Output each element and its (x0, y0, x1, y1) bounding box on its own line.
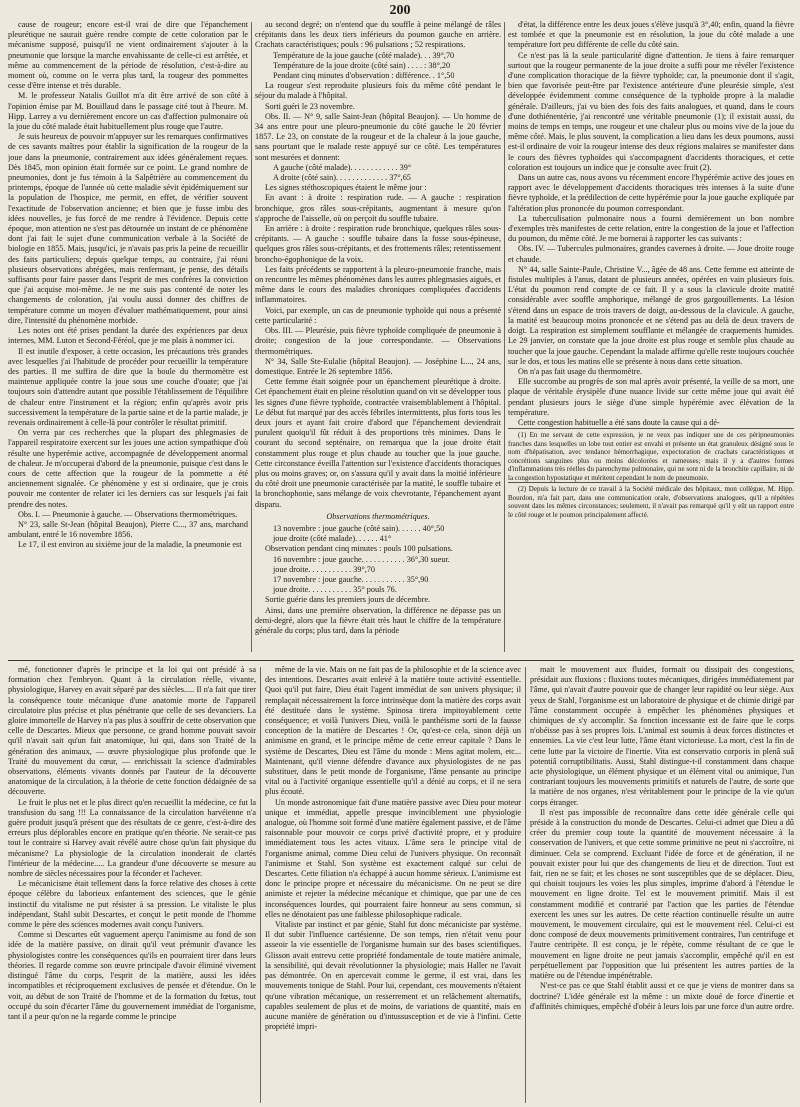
paragraph: Les notes ont été prises pendant la durée des expériences par deux internes, MM. Luton et Second-Féréol, que je me plais à nommer ici. (8, 326, 248, 346)
paragraph: Obs. IV. — Tubercules pulmonaires, grandes cavernes à droite. — Joue droite rouge et chaude. (508, 244, 794, 264)
paragraph: mait le mouvement aux fluides, formait ou dissipait des congestions, présidait aux fluxions : fluxions toutes mécaniques, dirigées immédiatement par l'âme, qui n'avait d'autre pouvoir que de changer leur rapidité ou leur siège. Aux yeux de Stahl, l'organisme est un laboratoire de physique et de chimie dirigé par l'âme constamment occupée à empêcher les phénomènes physiques et chimiques de s'y accomplir. Sa fonction incessante est de faire que le corps n'obéisse pas à ses propres lois. L'animal est soumis à deux forces distinctes et ennemies. La vie c'est leur lutte, l'âme étant victorieuse. La mort, c'est la fin de cette lutte par la victoire de l'inertie. Vita est conservatio corporis in plenâ suâ potentiâ corruptibilitatis. Aussi, Stahl distingue-t-il constamment dans chaque acte physiologique, un élément physique et un élément vital ou animique, l'un contrariant toujours les mouvements primitifs et naturels de l'autre, de sorte que la matière de nos organes, n'est véritablement pour le principe de la vie qu'un corps étranger. (530, 665, 794, 807)
paragraph: Observation pendant cinq minutes : pouls 100 pulsations. (265, 544, 453, 554)
paragraph: Dans un autre cas, nous avons vu récemment encore l'hypérémie active des joues en rapport avec le développement d'accidents thoraciques très intenses à la suite d'une fièvre typhoïde, et la prédilection de cette hypérémie pour la joue gauche expliquée par l'altération plus prononcée du poumon correspondant. (508, 173, 794, 213)
section-divider (8, 660, 794, 661)
bottom-column-3 (530, 665, 794, 1103)
paragraph: On verra par ces recherches que la plupart des phlegmasies de l'appareil respiratoire exercent sur les joues une action sympathique d'où résulte une hyperémie active, accompagnée de développement anormal de chaleur. Je m'occuperai d'abord de la pneumonie, puisque c'est dans le cours de cette affection que la rougeur de la pommette a été anciennement signalée. Ce phénomène y est si ordinaire, que je crois pouvoir me contenter de relater ici les derniers cas sur lesquels j'ai fait prendre des notes. (8, 428, 248, 509)
paragraph: Voici, par exemple, un cas de pneumonie typhoïde qui nous a présenté cette particularité : (255, 305, 501, 325)
paragraph: cause de rougeur; encore est-il vrai de dire que l'épanchement pleurétique ne saurait guère rendre compte de cette coloration par le mécanisme supposé, puisqu'il ne vient ordinairement s'ajouter à la pneumonie que lorsque la marche envahissante de celle-ci est arrêtée, et même au commencement de la période de résolution, c'est-à-dire au moment où, comme on le verra plus tard, la rougeur des pommettes cesse d'être intense et très durable. (8, 20, 248, 91)
paragraph: Observations thermométriques. (326, 511, 430, 521)
paragraph: A gauche (côté malade). . . . . . . . . . . . 39° (273, 162, 412, 172)
paragraph: 17 novembre : joue gauche. . . . . . . . . . . 35°,90 (273, 574, 429, 584)
paragraph: Ce n'est pas là la seule particularité digne d'attention. Je tiens à faire remarquer surtout que la rougeur permanente de la joue droite a suffi pour me révéler l'existence d'une complication thoracique de la fièvre typhoïde; car, la pneumonie dont il s'agit, bien que favorisée peut-être par l'existence antérieure d'une pleurésie simple, s'est développée évidemment comme conséquence de la typhoïde propre à la maladie générale. D'ailleurs, j'ai vu bien des fois des faits analogues, et quand, dans le cours d'une dothiénentérie, j'ai rencontré une véritable pneumonie (1); il existait aussi, du moins de temps en temps, une rougeur et une chaleur plus ou moins vive de la joue du même côté. Mais, le plus souvent, la complication a lieu dans les deux poumons, aussi est-il ordinaire de voir la rougeur intense des deux régions malaires se manifester dans le cours des fièvres typhoïdes qui s'accompagnent d'accidents thoraciques, et cette coloration est toujours un indice que je consulte avec fruit (2). (508, 50, 794, 172)
paragraph: Pendant cinq minutes d'observation : différence. . 1°,50 (273, 71, 455, 81)
paragraph: La rougeur s'est reproduite plusieurs fois du même côté pendant le séjour du malade à l'hôpital. (255, 81, 501, 101)
paragraph: Vitaliste par instinct et par génie, Stahl fut donc mécaniciste par système. Il dut subir l'influence cartésienne. De son temps, rien n'était venu pour asseoir la vie essentielle de l'organisme humain sur des bases scientifiques. Glisson avait entrevu cette propriété fondamentale de toute matière animale, la sensibilité, qui devait révolutionner la physiologie; mais Haller ne l'avait pas démontrée. On en apercevait comme le germe, il est vrai, dans les mouvements tonique de Stahl. Pour lui, cependant, ces mouvements n'étaient qu'une vibration mécanique, un resserrement et un relâchement alternatifs, capables seulement de plus et de moins, de variations de quantité, mais en aucune manière de génération ou d'intussusception et de vie à l'infini. Cette propriété impri- (265, 920, 521, 1032)
paragraph: 13 novembre : joue gauche (côté sain). . . . . . 40°,50 (273, 523, 445, 533)
top-column-2 (255, 20, 501, 656)
paragraph: N° 34, Salle Ste-Eulalie (hôpital Beaujon). — Joséphine L..., 24 ans, domestique. Entrée le 26 septembre 1856. (255, 356, 501, 376)
paragraph: En avant : à droite : respiration rude. — A gauche : respiration bronchique, gros râles sous-crépitants, augmentant à mesure qu'on s'approche de l'aisselle, où on perçoit du souffle tubaire. (255, 193, 501, 223)
top-column-1 (8, 20, 248, 656)
paragraph: Obs. II. — N° 9, salle Saint-Jean (hôpital Beaujon). — Un homme de 34 ans entre pour une pleuro-pneumonie du côté gauche le 20 février 1857. Le 23, on constate de la rougeur et de la chaleur à la joue gauche, sans pourtant que le malade reste appuyé sur ce côté. Les températures sont mesurées et donnent: (255, 111, 501, 162)
paragraph: joue droite. . . . . . . . . . . 35° pouls 76. (273, 585, 397, 595)
paragraph: N° 44, salle Sainte-Paule, Christine V..., âgée de 48 ans. Cette femme est atteinte de fistules multiples à l'anus, datant de plusieurs années, opérées en vain plusieurs fois. L'état du poumon rend compte de ce fait. Il y a sous la clavicule droite matité considérable avec souffle amphorique, mélangé de gros gargouillements. La lésion s'étend dans un espace de trois travers de doigt, au-dessous de la clavicule. A gauche, la matité est beaucoup moins prononcée et ne s'étend pas au delà de deux travers de doigt. La respiration est simplement soufflante et mélangée de craquements humides. Le 29 janvier, on constate que la joue droite est plus rouge et semble plus chaude au toucher que la joue gauche. Cependant la malade affirme qu'elle reste toujours couchée sur le dos, et tous les matins elle se présente à nous dans cette situation. (508, 264, 794, 366)
paragraph: Sortie guérie dans les premiers jours de décembre. (265, 595, 431, 605)
paragraph: 16 novembre : joue gauche. . . . . . . . . . . 36°,30 sueur. (273, 554, 450, 564)
paragraph: N° 23, salle St-Jean (hôpital Beaujon), Pierre C..., 37 ans, marchand ambulant, entré le 16 novembre 1856. (8, 519, 248, 540)
column-divider (504, 22, 505, 652)
paragraph: Obs. I. — Pneumonie à gauche. — Observations thermométriques. (18, 509, 238, 519)
column-divider (260, 667, 261, 1103)
paragraph: Je suis heureux de pouvoir m'appuyer sur les remarques confirmatives de ces savants maîtres pour établir la signification de la rougeur de la joue dans la pneumonie, contrairement aux idées généralement reçues. Dès 1845, mon opinion était formée sur ce point. Le grand nombre de pneumonies, dont je fus témoin à la Salpêtrière au commencement du printemps, époque de l'année où cette maladie sévit épidémiquement sur la population de l'hospice, me permit, en effet, de vérifier souvent l'exactitude de l'observation ancienne; et bien que je fusse imbu des idées nouvelles, je fus forcé de me rendre à l'évidence. Depuis cette époque, mon attention ne s'est pas détournée un instant de ce phénomène dont j'ai fait le sujet d'une communication verbale à la Société de biologie en 1855. Mais, jusqu'ici, je n'avais pas pris la peine de recueillir des faits particuliers; depuis quelque temps, au contraire, j'ai réuni plusieurs observations abrégées, mais renfermant, je pense, des détails suffisants pour faire passer dans l'esprit de mes confrères la conviction que j'ai acquise moi-même. Je ne me suis pas contenté de noter les changements de coloration, j'ai voulu aussi donner des chiffres de température comme un moyen d'évaluer mathématiquement, pour ainsi dire, l'intensité du phénomène morbide. (8, 132, 248, 325)
paragraph: d'état, la différence entre les deux joues s'élève jusqu'à 3°,40; enfin, quand la fièvre est tombée et que la pneumonie est en résolution, la joue du côté malade a une température fort peu différente de celle du côté sain. (508, 20, 794, 50)
paragraph: A droite (côté sain). . . . . . . . . . . . . 37°,65 (273, 173, 411, 183)
paragraph: Il n'est pas impossible de reconnaître dans cette idée générale celle qui préside à la construction du monde de Descartes. Celui-ci admet que Dieu a dû créer du premier coup toute la quantité de mouvement nécessaire à la conservation de l'univers, et que cette somme primitive ne peut ni s'accroître, ni diminuer. Cela se comprend. Excluant l'idée de force et de génération, il ne pouvait exister pour lui que des changements de lieu et de direction. Tout est fait, rien ne se fait; et les choses ne sont susceptibles que de se déplacer. Dieu, qui choisit toujours les voies les plus simples, imprime d'abord à l'étendue le mouvement en ligne droite. Tel est le mouvement primitif. Mais il est constamment modifié et contrarié par l'action que les parties de l'étendue exercent les unes sur les autres. De cette réaction continuelle résulte un autre mouvement, le mouvement circulaire, qui est le mouvement réel. Celui-ci est donc composé de deux mouvements primitivement contraires, l'un centrifuge et l'autre centripète. Il est conçu, je le répète, comme résultant de ce que le mouvement en ligne droite ne peut jamais s'accomplir, empêché qu'il en est perpétuellement par l'opposition que lui présentent les autres parties de la matière ou de l'étendue impénétrable. (530, 807, 794, 981)
column-divider (525, 667, 526, 1103)
paragraph: joue droite. . . . . . . . . . . 39°,70 (273, 564, 375, 574)
paragraph: même de la vie. Mais on ne fait pas de la philosophie et de la science avec des intentions. Descartes avait enlevé à la matière toute activité essentielle. Quoi qu'il put faire, Dieu était l'agent immédiat de son univers physique; il remplaçait nécessairement la force intrinsèque dont la matière des corps avait été destituée dans le système. Spinosa tirera impitoyablement cette conséquence; et voilà l'univers Dieu, voilà le panthéisme sorti de la fausse conception de la matière de Descartes ! Or, qu'est-ce cela, sinon déjà un animisme en grand, et le principe même de cette erreur capitale ? Dans le système de Descartes, Dieu est l'âme du monde : Mens agitat molem, etc... Maintenant, qu'il vienne défendre d'avance aux physiologistes de ne pas substituer, dans le petit monde de l'organisme, l'âme pensante au principe vital ou à l'activité organique essentielle qu'il a dénié au corps, et il ne sera plus écouté. (265, 665, 521, 797)
paragraph: Obs. III. — Pleurésie, puis fièvre typhoïde compliquée de pneumonie à droite; congestion de la joue correspondante. — Observations thermométriques. (255, 326, 501, 356)
paragraph: Cette femme était soignée pour un épanchement pleurétique à droite. Cet épanchement était en pleine résolution quand on vit se développer tous les signes d'une fièvre typhoïde, contractée vraisemblablement à l'hôpital. Le début fut marqué par des accès fébriles intermittents, plus forts tous les deux jours et ayant fait croire d'abord que l'épanchement deviendrait purulent quoiqu'il fût réduit à des proportions très minimes. Dans le courant du second septénaire, on remarqua que la joue droite était constamment plus rouge et plus chaude au toucher que la joue gauche. Cette circonstance éveilla l'attention sur l'existence d'accidents thoraciques plus ou moins graves; or, on s'assura qu'il y avait dans la moitié inférieure du côté droit une pneumonie caractérisée par la matité, le souffle tubaire et la bronchophonie, sans mélange de voix chevrotante, l'épanchement ayant disparu. (255, 377, 501, 509)
top-column-3 (508, 20, 794, 656)
paragraph: Température de la joue droite (côté sain) . . . . : 38°,20 (273, 60, 451, 70)
bottom-column-1 (8, 665, 256, 1103)
paragraph: (2) Depuis la lecture de ce travail à la Société médicale des hôpitaux, mon collègue, M. Hipp. Bourdon, m'a fait part, dans une communication orale, d'observations analogues, qu'il a répétées souvent dans les mêmes circonstances; seulement, il n'avait pas remarqué qu'il y eût un rapport entre le côté rouge et le poumon principalement affecté. (508, 482, 794, 519)
column-divider (251, 22, 252, 652)
paragraph: Température de la joue gauche (côté malade). . . 39°,70 (273, 50, 455, 60)
bottom-column-2 (265, 665, 521, 1103)
paragraph: Ainsi, dans une première observation, la différence ne dépasse pas un demi-degré, alors que la fièvre était très haut le chiffre de la température générale du corps; plus tard, dans la période (255, 605, 501, 635)
paragraph: Les faits précédents se rapportent à la pleuro-pneumonie franche, mais on rencontre les mêmes phénomènes dans les autres phlegmasies aiguës, et même dans le cours des maladies chroniques compliquées d'accidents inflammatoires. (255, 264, 501, 305)
paragraph: Cette congestion habituelle a été sans doute la cause qui a dé- (518, 417, 720, 427)
paragraph: N'est-ce pas ce que Stahl établit aussi et ce que je viens de montrer dans sa doctrine? L'idée générale est la même : un mixte doué de force d'inertie et d'affinités chimiques, empêché d'obéir à leurs lois par une force d'un autre ordre. (530, 981, 794, 1011)
paragraph: Le mécanicisme était tellement dans la force relative des choses à cette époque célèbre du laborieux enfantement des sciences, que le génie instinctif du vitalisme ne put résister à sa pression. Le vitaliste le plus indépendant, Stahl subit Descartes, et conçut le petit monde de l'homme comme le père des sciences modernes avait conçu l'univers. (8, 879, 256, 930)
paragraph: Il est inutile d'exposer, à cette occasion, les précautions très grandes avec lesquelles j'ai l'habitude de procéder pour recueillir la température des parties. Il me suffira de dire que la boule du thermomètre est maintenue appliquée contre la joue sous une couche d'ouate; que j'ai toujours soin d'attendre autant que possible l'établissement de l'équilibre de chaleur entre l'instrument et la région; enfin qu'après avoir pris successivement la température de la partie saine et de la partie malade, je revenais ordinairement à celle-là pour contrôler le résultat primitif. (8, 346, 248, 427)
paragraph: (1) En me servant de cette expression, je ne veux pas indiquer une de ces péripneumonies franches dans lesquelles un lobe tout entier est envahi et présente un état granuleux désigné sous le nom d'hépatisation, avec tendance hémorrhagique, expectoration de crachats caractéristiques et concrétions sanguines plus ou moins décolorées et rameuses; mais il y a d'autres formes d'inflammations très réelles du parenchyme pulmonaire, qui ne sont ni de la bronchite capillaire, ni de la congestion hypostatique et méritent cependant le nom de pneumonie. (508, 428, 794, 482)
paragraph: Sorti guéri le 23 novembre. (265, 101, 355, 111)
paragraph: Les signes stéthoscopiques étaient le même jour : (265, 183, 427, 193)
paragraph: En arrière : à droite : respiration rude bronchique, quelques râles sous-crépitants. — A gauche : souffle tubaire dans la fosse sous-épineuse, quelques gros râles sous-crépitants, et des frottements râles; retentissement broncho-égophonique de la voix. (255, 224, 501, 264)
paragraph: mé, fonctionner d'après le principe et la loi qui ont présidé à sa formation chez l'embryon. Quant à la circulation réelle, vivante, physiologique, Harvey en avait séparé par des siècles..... Il n'a fait que tirer la conséquence toute mécanique d'une anatomie morte de l'appareil circulatoire plus précise et plus pénétrante que celle de ses devanciers. La gloire immortelle de Harvey n'a pas plus à souffrir de cette observation que celle de Descartes. Mieux que personne, ce grand homme pouvait savoir qu'il n'avait sait qu'un fait anatomique, lui qui, dans son Traité de la génération des animaux, — œuvre physiologique plus profonde que le Traité du mouvement du cœur, — enrichissait la science d'admirables observations, éléments vivants donnés par l'auteur de la découverte anatomique de la circulation, à la théorie de cette fonction dédaignée de sa découverte. (8, 665, 256, 797)
paragraph: au second degré; on n'entend que du souffle à peine mélangé de râles crépitants dans les deux tiers inférieurs du poumon gauche en arrière. Crachats caractéristiques; pouls : 96 pulsations ; 52 respirations. (255, 20, 501, 50)
paragraph: M. le professeur Natalis Guillot m'a dit être arrivé de son côté à l'opinion émise par M. Bouillaud dans le passage cité tout à l'heure. M. Hipp. Larrey a vu dernièrement encore un cas d'affection pulmonaire où la joue du côté malade était habituellement plus rouge que l'autre. (8, 91, 248, 132)
paragraph: La tuberculisation pulmonaire nous a fourni dernièrement un bon nombre d'exemples très manifestes de cette relation, entre la congestion de la joue et l'affection du poumon, du même côté. Je me bornerai à rapporter les cas suivants : (508, 213, 794, 244)
paragraph: Un monde astronomique fait d'une matière passive avec Dieu pour moteur unique et immédiat, appelle presque invinciblement une physiologie analogue, où l'homme soit formé d'une matière également passive, et de l'âme raisonnable pour mouvoir ce corps privé d'activité propre, et y produire immédiatement tous les actes vitaux. L'âme sera le principe vital de l'organisme animal, comme Dieu celui de l'univers physique. On reconnaît l'animisme et Stahl. Son système est exactement calqué sur celui de Descartes. Cette filiation n'a échappé à aucun homme sérieux. L'animisme est donc le principe propre et nécessaire du mécanicisme. On ne peut se dire animiste et rejeter la médecine mécanique et chimique, que par une de ces inconséquences lourdes, qui pourraient faire honneur au sens commun, si elles ne dénotaient pas une faiblesse philosophique radicale. (265, 797, 521, 919)
paragraph: On n'a pas fait usage du thermomètre. (518, 366, 643, 376)
paragraph: joue droite (côté malade). . . . . . 41° (273, 534, 392, 544)
paragraph: Comme si Descartes eût vaguement aperçu l'animisme au fond de son idée de la matière passive, on dirait qu'il veut prémunir d'avance les physiologistes contre les conséquences qu'ils en pourraient tirer dans leurs théories. Il regarde comme son œuvre principale d'avoir éliminé vivement distingué l'âme du corps, l'esprit de la matière, aussi les idées incompatibles et réciproquement exclusives de pensée et d'étendue. On le voit, au début de son Traité de l'homme et de la formation du fœtus, tout occupé du soin d'écarter l'âme du gouvernement immédiat de l'organisme, tant il a peur qu'on ne la regarde comme le principe (8, 930, 256, 1021)
paragraph: Le 17, il est environ au sixième jour de la maladie, la pneumonie est (18, 540, 242, 550)
page-number: 200 (389, 3, 411, 18)
paragraph: Elle succombe au progrès de son mal après avoir présenté, la veille de sa mort, une plaque de véritable érysipèle d'une nuance livide sur cette même joue qui avait été pendant plusieurs jours le siège d'une simple hypérémie avec élévation de la température. (508, 377, 794, 417)
paragraph: Le fruit le plus net et le plus direct qu'en recueillit la médecine, ce fut la transfusion du sang !!! La connaissance de la circulation harvéienne n'a guère produit jusqu'à présent que des résultats de ce genre, c'est-à-dire des erreurs plus déplorables encore en pratique qu'en théorie. Ne serait-ce pas tout le contraire si Harvey avait révélé autre chose qu'un fait physique du mécanisme? La physiologie de la circulation inonderait de clartés l'intérieur de la médecine..... La grandeur d'une découverte se mesure au nombre de siècles nécessaires pour la féconder et l'achever. (8, 797, 256, 879)
